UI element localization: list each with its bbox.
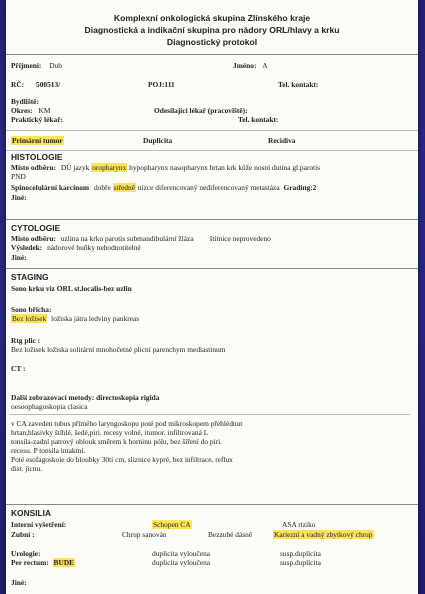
recurrence-label: Recidiva xyxy=(268,136,296,145)
cytology-result-row xyxy=(11,243,141,252)
carcinoma-text-2: nízce diferencovaný nediferencovaný metastáza xyxy=(137,183,280,192)
dental-carious-highlight: Kariezní a vadný zbytkový chrup xyxy=(274,530,373,539)
cytology-site-row xyxy=(11,234,271,243)
district-value: KM xyxy=(38,106,51,115)
staging-section-title: STAGING xyxy=(11,272,49,282)
other-imaging-value: oesoophagoskopia clasica xyxy=(11,402,88,411)
carcinoma-label: Spinocelulární karcinom xyxy=(11,183,90,192)
narrative-line: hrtan,hlasivky štíhlé, šedé,piri. recesy volné, itumor. infiltrovaná L xyxy=(11,428,209,437)
per-rectum-value: duplicita vyloučena xyxy=(152,558,211,567)
divider xyxy=(6,130,418,131)
gp-label: Praktický lékař: xyxy=(11,115,63,124)
histology-site-highlight: oropharynx xyxy=(92,163,127,172)
firstname-row xyxy=(233,61,268,70)
header-line-1: Komplexní onkologická skupina Zlínského kraje xyxy=(113,13,311,23)
rc-value: 500513/ xyxy=(36,80,61,89)
primary-tumor-label xyxy=(11,136,64,145)
protocol-sheet xyxy=(6,0,418,594)
dental-label: Zubní : xyxy=(11,530,35,539)
firstname-label: Jméno: xyxy=(233,61,257,70)
cytology-site-value-2: štítnice neprovedeno xyxy=(209,234,271,243)
per-rectum-row xyxy=(11,558,75,567)
consults-other-label: Jiné: xyxy=(11,578,27,587)
divider xyxy=(6,504,418,505)
grading-value: Grading:2 xyxy=(283,183,317,192)
rc-label: RČ: xyxy=(11,80,25,89)
header-line-2: Diagnostická a indikační skupina pro nádory ORL/hlavy a krku xyxy=(84,25,340,35)
narrative-line: tonsila-zadní patrový oblouk směrem k horninu pólu, bez šíření do piri. xyxy=(11,437,223,446)
carcinoma-text: dobře xyxy=(93,183,111,192)
internal-exam-value xyxy=(152,520,192,529)
tel-label: Tel. kontakt: xyxy=(278,80,319,89)
divider xyxy=(6,54,418,55)
dental-edentulous: Bezzubé dásně xyxy=(208,530,253,539)
referring-doctor-label: Odesílající lékař (pracoviště): xyxy=(154,106,248,115)
internal-exam-highlight: Schopen CA xyxy=(153,520,191,529)
district-row xyxy=(11,106,50,115)
histology-site-text: DÚ jazyk xyxy=(60,163,90,172)
other-imaging-label: Další zobrazovací metody: directoskopia rigida xyxy=(11,393,160,402)
tel-label-2: Tel. kontakt: xyxy=(238,115,279,124)
narrative-line: Poté esofagoskoie do hloubky 30ti cm, sliznice kypré, bez infiltrace, reflux xyxy=(11,455,233,464)
histology-site-label: Místo odběru: xyxy=(11,163,56,172)
firstname-value: A xyxy=(262,61,268,70)
surname-value: Dub xyxy=(49,61,62,70)
abdomen-ultrasound-label: Sono břicha: xyxy=(11,305,52,314)
histology-site-line2: PND xyxy=(11,172,26,181)
surname-row xyxy=(11,61,62,70)
district-label: Okres: xyxy=(11,106,33,115)
divider xyxy=(6,268,418,269)
asa-risk: ASA riziko xyxy=(282,520,316,529)
surname-label: Příjmení: xyxy=(11,61,42,70)
abdomen-ultrasound-highlight: Bez ložisek xyxy=(12,314,47,323)
neck-ultrasound: Sono krku viz ORL st.localis-bez uzlin xyxy=(11,284,132,293)
divider xyxy=(6,150,418,151)
duplicity-label: Duplicita xyxy=(143,136,173,145)
cytology-result-value: nádorové buňky nehodnotitelné xyxy=(47,243,141,252)
poj-label: POJ:111 xyxy=(148,80,175,89)
abdomen-ultrasound-row xyxy=(11,314,139,323)
narrative-line: v CA zaveden tubus přímého laryngoskopu poté pod mikroskopem přehlédnut xyxy=(11,419,243,428)
urology-value: duplicita vyloučena xyxy=(152,549,211,558)
cytology-other-label: Jiné: xyxy=(11,253,27,262)
rc-row xyxy=(11,80,60,89)
narrative-line: dist. jícnu. xyxy=(11,464,42,473)
chest-xray-label: Rtg plic : xyxy=(11,336,41,345)
divider xyxy=(10,414,410,415)
cytology-site-value: uzlina na krku parotis submandibulární žláza xyxy=(60,234,194,243)
divider xyxy=(6,219,418,220)
histology-section-title: HISTOLOGIE xyxy=(11,152,63,162)
urology-suspected: susp.duplicita xyxy=(280,549,321,558)
narrative-line: recesu. P tonsila intaktní. xyxy=(11,446,86,455)
histology-site-row xyxy=(11,163,320,172)
histology-other-label: Jiné: xyxy=(11,193,27,202)
per-rectum-highlight: BUDE xyxy=(53,558,75,567)
internal-exam-label: Interní vyšetření: xyxy=(11,520,67,529)
histology-site-text-2: hypopharynx nasopharynx hrtan krk kůže nosní dutina gl.parotis xyxy=(129,163,321,172)
abdomen-ultrasound-text: ložiska játra ledviny pankreas xyxy=(51,314,140,323)
chest-xray-value: Bez ložisek ložiska solitární mnohočetné plicní parenchym mediastinum xyxy=(11,345,226,354)
carcinoma-row xyxy=(11,183,316,192)
ct-label: CT : xyxy=(11,364,26,373)
per-rectum-suspected: susp.duplicita xyxy=(280,558,321,567)
carcinoma-highlight: středně xyxy=(113,183,135,192)
dental-carious xyxy=(273,530,374,539)
residence-label: Bydliště: xyxy=(11,97,39,106)
cytology-result-label: Výsledek: xyxy=(11,243,43,252)
cytology-site-label: Místo odběru: xyxy=(11,234,56,243)
header-line-3: Diagnostický protokol xyxy=(166,37,258,47)
urology-label: Urologie: xyxy=(11,549,41,558)
consults-section-title: KONSILIA xyxy=(11,508,52,518)
primary-tumor-highlight: Primární tumor xyxy=(12,136,63,145)
dental-sanitized: Chrup sanován xyxy=(122,530,167,539)
cytology-section-title: CYTOLOGIE xyxy=(11,223,61,233)
per-rectum-label: Per rectum: xyxy=(11,558,49,567)
